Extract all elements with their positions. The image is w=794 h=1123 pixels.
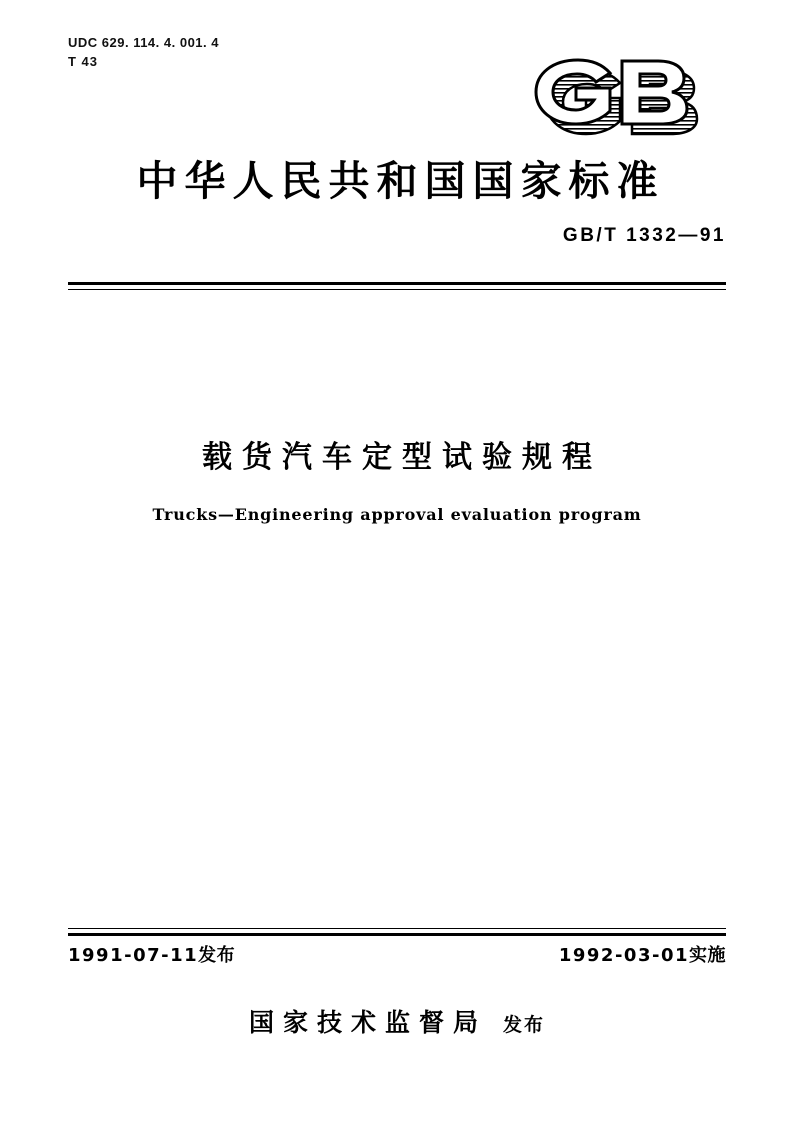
effective-date-label: 实施 — [689, 945, 726, 966]
header-rule-thick — [68, 282, 726, 285]
gb-emblem-icon — [532, 58, 722, 136]
header-rule-thin — [68, 289, 726, 290]
publisher-action-label: 发布 — [503, 1014, 546, 1036]
issue-date-label: 发布 — [198, 945, 236, 966]
udc-line-2: T 43 — [68, 54, 99, 69]
standard-number: GB/T 1332—91 — [562, 225, 726, 246]
footer-rule-thick — [68, 933, 726, 936]
udc-classification-block — [68, 33, 219, 71]
document-title-english: Trucks—Engineering approval evaluation program — [152, 505, 642, 524]
footer-rule-thin — [68, 928, 726, 929]
effective-date-block — [559, 941, 726, 967]
publisher-name: 国家技术监督局 — [248, 1008, 487, 1037]
publisher-block — [0, 1003, 794, 1039]
issue-date-block — [68, 941, 235, 967]
issue-date-value: 1991-07-11 — [68, 945, 199, 966]
national-standard-title: 中华人民共和国国家标准 — [136, 157, 665, 205]
document-title-chinese: 载货汽车定型试验规程 — [202, 440, 602, 475]
udc-line-1: UDC 629. 114. 4. 001. 4 — [68, 35, 219, 50]
effective-date-value: 1992-03-01 — [558, 945, 689, 966]
